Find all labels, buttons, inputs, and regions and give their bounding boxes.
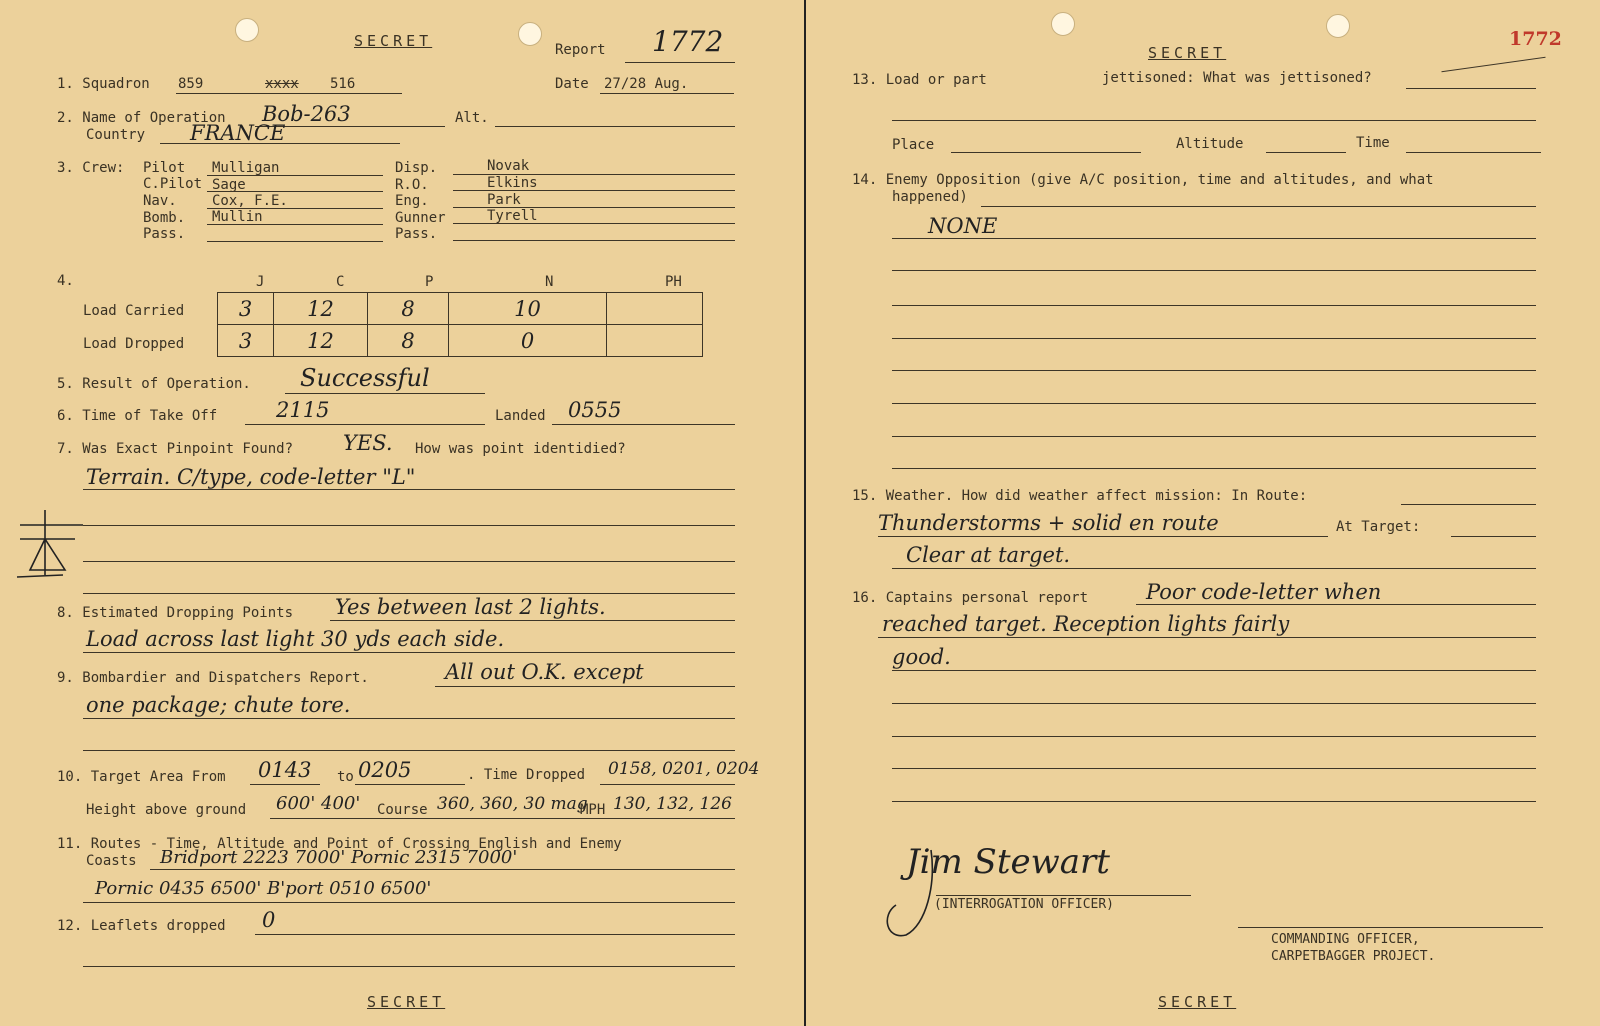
report-number: 1772 (652, 25, 724, 58)
q16-label: 16. Captains personal report (852, 590, 1089, 606)
load-cell: 10 (514, 296, 541, 321)
crew-role: Pass. (395, 226, 438, 242)
routes-line-1: Bridport 2223 7000' Pornic 2315 7000' (160, 847, 518, 868)
routes-line-2: Pornic 0435 6500' B'port 0510 6500' (95, 878, 432, 899)
q10-label: 10. Target Area From (57, 769, 226, 785)
crew-name: Tyrell (487, 208, 538, 224)
to-label: to (337, 769, 354, 785)
load-col-header: PH (665, 274, 682, 290)
project-label: CARPETBAGGER PROJECT. (1271, 949, 1436, 964)
q13-label: 13. Load or part (852, 72, 987, 88)
report-label: Report (555, 42, 606, 58)
load-col-header: C (336, 274, 345, 290)
crew-name: Park (487, 192, 521, 208)
bombardier-value-2: one package; chute tore. (86, 693, 351, 717)
load-table (217, 292, 703, 357)
opposition-value: NONE (928, 214, 998, 238)
landed-label: Landed (495, 408, 546, 424)
crew-role: Eng. (395, 193, 429, 209)
target-from: 0143 (258, 758, 312, 782)
crew-name: Cox, F.E. (212, 193, 288, 209)
squadron-value-2: 516 (330, 76, 356, 92)
punch-hole (235, 18, 259, 42)
at-target-label: At Target: (1336, 519, 1421, 535)
load-col-header: P (425, 274, 434, 290)
load-dropped-label: Load Dropped (83, 336, 185, 352)
punch-hole (518, 22, 542, 46)
load-cell: 0 (520, 328, 535, 353)
country-label: Country (86, 127, 146, 143)
q6-label: 6. Time of Take Off (57, 408, 218, 424)
landed-value: 0555 (568, 398, 622, 422)
crew-role: Disp. (395, 160, 438, 176)
mph-label: MPH (580, 802, 606, 818)
secret-heading: SECRET (354, 32, 433, 50)
load-carried-label: Load Carried (83, 303, 185, 319)
interrogation-officer-label: (INTERROGATION OFFICER) (934, 897, 1115, 912)
result-value: Successful (300, 364, 430, 392)
q15-label: 15. Weather. How did weather affect mission: In Route: (852, 488, 1308, 504)
load-cell: 3 (238, 328, 253, 353)
load-col-header: N (545, 274, 554, 290)
load-col-header: J (256, 274, 265, 290)
weather-route-value: Thunderstorms + solid en route (878, 511, 1219, 535)
identified-value: Terrain. C/type, code-letter "L" (86, 465, 416, 489)
squadron-value: 859 (178, 76, 204, 92)
crew-name: Sage (212, 177, 246, 193)
punch-hole (1051, 12, 1075, 36)
time-dropped-label: . Time Dropped (467, 767, 586, 783)
load-cell: 8 (401, 296, 415, 321)
q11-label: 11. Routes - Time, Altitude and Point of Crossing English and Enemy (57, 836, 622, 852)
crew-name: Mullin (212, 209, 263, 225)
captain-value-3: good. (892, 645, 951, 669)
load-cell: 3 (238, 296, 253, 321)
jettisoned-label: jettisoned: What was jettisoned? (1102, 70, 1372, 86)
date-label: Date (555, 76, 589, 92)
leaflets-value: 0 (262, 908, 276, 932)
weather-target-value: Clear at target. (906, 543, 1071, 567)
crew-role: Gunner (395, 210, 446, 226)
height-value: 600' 400' (276, 793, 361, 814)
height-label: Height above ground (86, 802, 247, 818)
identified-label: How was point identidied? (415, 441, 626, 457)
target-to: 0205 (358, 758, 412, 782)
dropping-value-2: Load across last light 30 yds each side. (86, 627, 505, 651)
q4-label: 4. (57, 273, 74, 289)
captain-value-1: Poor code-letter when (1146, 580, 1382, 604)
q2-label: 2. Name of Operation (57, 110, 226, 126)
squadron-struck: xxxx (265, 76, 299, 92)
crew-name: Elkins (487, 175, 538, 191)
course-value: 360, 360, 30 mag (437, 794, 588, 814)
altitude-label: Altitude (1176, 136, 1244, 152)
bombardier-value-1: All out O.K. except (445, 660, 644, 684)
q3-label: 3. Crew: (57, 160, 125, 176)
interrogation-signature: Jim Stewart (906, 842, 1110, 882)
pinpoint-value: YES. (343, 431, 393, 455)
q8-label: 8. Estimated Dropping Points (57, 605, 294, 621)
load-cell: 12 (307, 328, 334, 353)
crew-role: Pass. (143, 226, 186, 242)
crew-name: Novak (487, 158, 530, 174)
date-value: 27/28 Aug. (604, 76, 689, 92)
course-label: Course (377, 802, 428, 818)
crew-role: R.O. (395, 177, 429, 193)
load-cell: 12 (307, 296, 334, 321)
captain-value-2: reached target. Reception lights fairly (882, 612, 1290, 636)
country-value: FRANCE (190, 121, 286, 145)
q1-label: 1. Squadron (57, 76, 150, 92)
crew-name: Mulligan (212, 160, 280, 176)
commanding-officer-label: COMMANDING OFFICER, (1271, 932, 1420, 947)
q5-label: 5. Result of Operation. (57, 376, 251, 392)
q12-label: 12. Leaflets dropped (57, 918, 226, 934)
takeoff-value: 2115 (276, 398, 330, 422)
q14-label-2: happened) (892, 189, 968, 205)
crew-role: C.Pilot (143, 176, 203, 192)
dropping-value-1: Yes between last 2 lights. (335, 595, 606, 619)
secret-footer: SECRET (367, 993, 446, 1011)
operation-value: Bob-263 (262, 102, 351, 126)
crew-role: Nav. (143, 193, 177, 209)
secret-footer: SECRET (1158, 993, 1237, 1011)
q9-label: 9. Bombardier and Dispatchers Report. (57, 670, 369, 686)
punch-hole (1326, 14, 1350, 38)
alt-label: Alt. (455, 110, 489, 126)
crew-role: Pilot (143, 160, 186, 176)
load-cell: 8 (401, 328, 415, 353)
time-label: Time (1356, 135, 1390, 151)
q7-label: 7. Was Exact Pinpoint Found? (57, 441, 294, 457)
time-dropped-value: 0158, 0201, 0204 (608, 759, 760, 779)
q14-label: 14. Enemy Opposition (give A/C position, time and altitudes, and what (852, 172, 1434, 188)
crew-role: Bomb. (143, 210, 186, 226)
right-form-page (806, 0, 1600, 1026)
margin-mark-icon (15, 505, 85, 585)
place-label: Place (892, 137, 935, 153)
secret-heading: SECRET (1148, 44, 1227, 62)
coasts-label: Coasts (86, 853, 137, 869)
report-number-stamp: 1772 (1509, 28, 1562, 50)
mph-value: 130, 132, 126 (613, 794, 732, 814)
